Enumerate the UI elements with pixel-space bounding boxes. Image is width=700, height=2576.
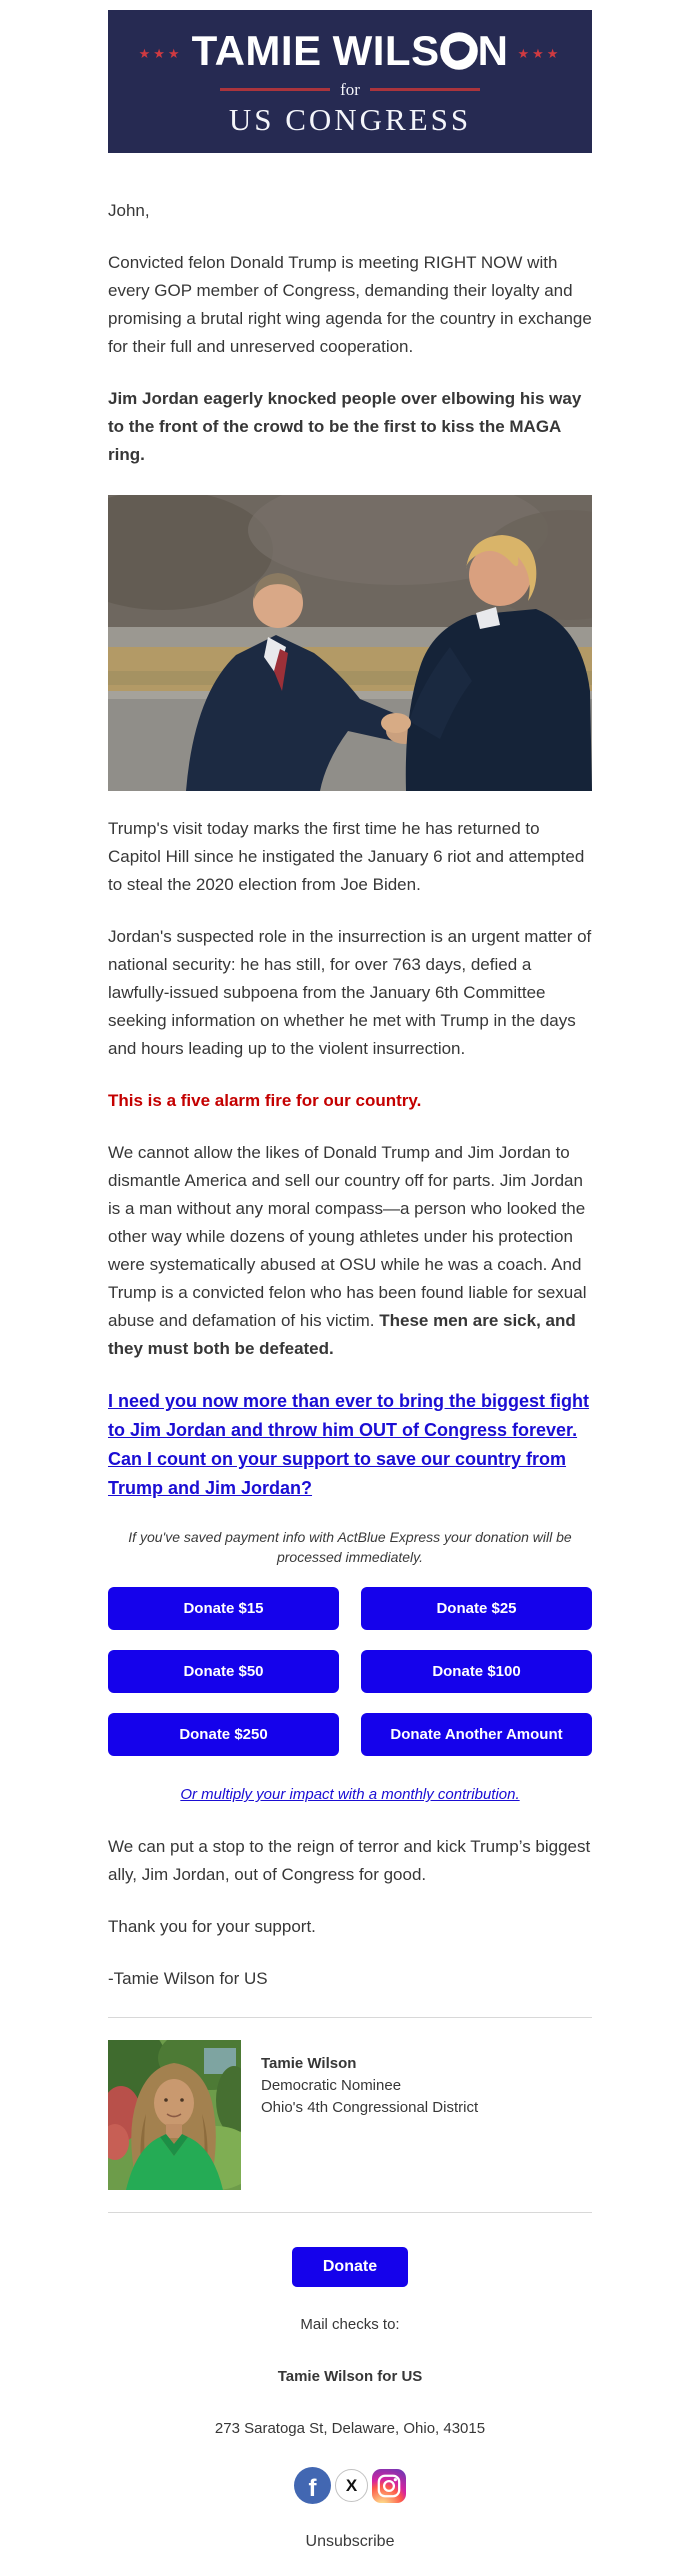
donate-button-grid [108,1587,592,1756]
signature-district: Ohio's 4th Congressional District [261,2099,479,2117]
signature-text [261,2040,478,2190]
donate-100-button[interactable]: Donate $100 [361,1650,592,1693]
monthly-contribution-row [108,1780,592,1809]
five-alarm-text: This is a five alarm fire for our country. [108,1091,422,1111]
unsubscribe-link[interactable]: Unsubscribe [305,2533,395,2551]
paragraph-thanks: Thank you for your support. [108,1917,316,1937]
donate-25-button[interactable]: Donate $25 [361,1587,592,1630]
signature-title: Democratic Nominee [261,2077,402,2095]
paragraph-moral-compass [108,1139,592,1363]
paragraph-capitol-visit: Trump's visit today marks the first time he has returned to Capitol Hill since he instigated the January 6 riot and attempted to steal the 2020 election from Joe Biden. [108,819,585,895]
defeated-bold-text: These men are sick, and they must both be defeated. [108,1311,576,1359]
donate-250-button[interactable]: Donate $250 [108,1713,339,1756]
divider-bottom [108,2212,592,2213]
red-rule-right [370,88,480,91]
handshake-photo [108,495,592,791]
paragraph-reign-of-terror: We can put a stop to the reign of terror and kick Trump’s biggest ally, Jim Jordan, out of Congress for good. [108,1837,591,1885]
committee-address: 273 Saratoga St, Delaware, Ohio, 43015 [214,2420,486,2438]
email-footer [108,2235,592,2562]
paragraph-jordan-bold: Jim Jordan eagerly knocked people over elbowing his way to the front of the crowd to be the first to kiss the MAGA ring. [108,389,582,465]
candidate-last-name: WILS N [332,27,509,74]
footer-donate-button[interactable]: Donate [292,2247,408,2287]
x-twitter-icon[interactable]: X [335,2469,368,2502]
cta-paragraph [108,1387,592,1503]
instagram-icon[interactable] [372,2469,406,2503]
logo-for-row [108,81,592,98]
candidate-headshot [108,2040,241,2190]
social-links [108,2467,592,2504]
paragraph-subpoena: Jordan's suspected role in the insurrection is an urgent matter of national security: he has still, for over 763 days, defied a lawfully-issued subpoena from the January 6th Committee seeking information on whether he met with Trump in the days and hours leading up to the violent insurrection. [108,927,592,1059]
donate-other-button[interactable]: Donate Another Amount [361,1713,592,1756]
email-content [108,197,592,2562]
paragraph-trump-meeting: Convicted felon Donald Trump is meeting RIGHT NOW with every GOP member of Congress, demanding their loyalty and promising a brutal right wing agenda for the country in exchange for their full and unreserved cooperation. [108,253,592,357]
ohio-state-o-icon [439,31,479,71]
actblue-express-note: If you've saved payment info with ActBlue Express your donation will be processed immediately. [128,1529,572,1566]
donate-15-button[interactable]: Donate $15 [108,1587,339,1630]
signoff: -Tamie Wilson for US [108,1969,268,1989]
logo-office-text: US CONGRESS [228,102,472,137]
divider-top [108,2017,592,2018]
signature-card [108,2040,592,2190]
monthly-contribution-link[interactable]: Or multiply your impact with a monthly contribution. [180,1786,520,1804]
logo-for-text: for [340,80,360,99]
stars-left-icon: ★★★ [138,45,183,61]
committee-name: Tamie Wilson for US [277,2368,423,2386]
candidate-name [191,27,509,74]
donate-50-button[interactable]: Donate $50 [108,1650,339,1693]
candidate-first-name: TAMIE [191,27,322,74]
campaign-logo[interactable] [108,10,592,153]
paragraph-moral-compass-text: We cannot allow the likes of Donald Trump and Jim Jordan to dismantle America and sell our country off for parts. Jim Jordan is a man without any moral compass—a person who looked the other way while dozens of young athletes under his protection were systematically abused at OSU while he was a coach. And Trump is a convicted felon who has been found liable for sexual abuse and defamation of his victim. [108,1143,587,1331]
logo-name-row [108,27,592,74]
cta-link[interactable]: I need you now more than ever to bring the biggest fight to Jim Jordan and throw him OUT of Congress forever. Can I count on your support to save our country from Trump and Jim Jordan? [108,1391,590,1499]
signature-name: Tamie Wilson [261,2055,357,2073]
facebook-icon[interactable]: f [294,2467,331,2504]
mail-checks-label: Mail checks to: [300,2316,400,2334]
stars-right-icon: ★★★ [517,45,562,61]
greeting: John, [108,201,150,221]
red-rule-left [220,88,330,91]
